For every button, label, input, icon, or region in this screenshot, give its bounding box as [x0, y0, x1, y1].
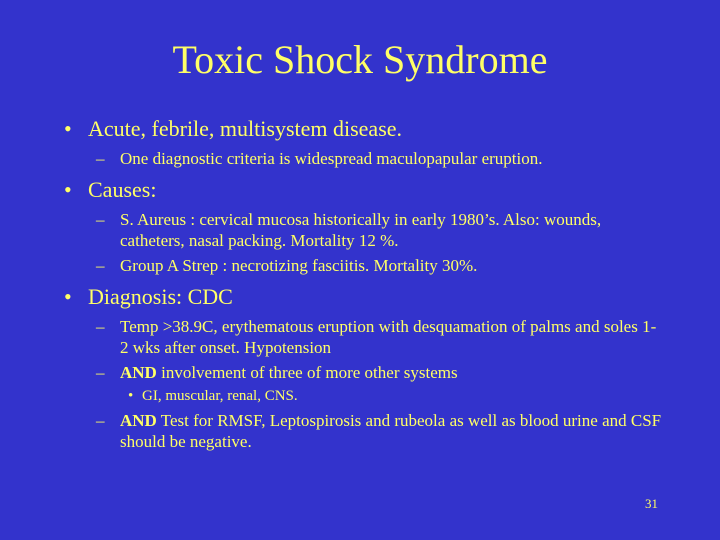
sub-bullet-diagnostic-criteria	[64, 148, 664, 169]
dash-icon: –	[96, 256, 105, 275]
slide-title: Toxic Shock Syndrome	[172, 37, 548, 82]
bullet-causes	[64, 177, 664, 203]
dash-icon: –	[96, 411, 105, 430]
sub-bullet-text: involvement of three of more other systems	[156, 363, 458, 382]
bullet-dot-icon: •	[128, 388, 134, 404]
sub-bullet-text: One diagnostic criteria is widespread maculopapular eruption.	[120, 149, 543, 168]
sub-bullet-temp	[64, 316, 664, 358]
bullet-dot-icon: •	[64, 284, 72, 309]
page-number: 31	[645, 496, 658, 511]
sub-bullet-s-aureus	[64, 209, 664, 251]
dash-icon: –	[96, 149, 105, 168]
sub-bullet-group-a-strep	[64, 255, 664, 276]
bullet-acute-febrile	[64, 116, 664, 142]
slide-content	[64, 116, 664, 456]
bullet-text: Diagnosis: CDC	[88, 284, 233, 309]
bullet-dot-icon: •	[64, 177, 72, 202]
sub-bullet-text: Temp >38.9C, erythematous eruption with desquamation of palms and soles 1-2 wks after onset. Hypotension	[120, 317, 657, 357]
bullet-dot-icon: •	[64, 116, 72, 141]
sub-bullet-text: Group A Strep : necrotizing fasciitis. Mortality 30%.	[120, 256, 478, 275]
and-emphasis: AND	[120, 411, 157, 430]
sub-bullet-text: S. Aureus : cervical mucosa historically in early 1980’s. Also: wounds, catheters, nasal packing. Mortality 12 %.	[120, 210, 602, 250]
sub-bullet-tests	[64, 410, 664, 452]
sub-bullet-text: Test for RMSF, Leptospirosis and rubeola as well as blood urine and CSF should be negative.	[120, 411, 662, 451]
sub-sub-bullet-systems	[64, 387, 664, 406]
bullet-text: Causes:	[88, 177, 157, 202]
bullet-diagnosis	[64, 284, 664, 310]
dash-icon: –	[96, 317, 105, 336]
dash-icon: –	[96, 363, 105, 382]
sub-bullet-involvement	[64, 362, 664, 383]
bullet-text: Acute, febrile, multisystem disease.	[88, 116, 403, 141]
and-emphasis: AND	[120, 363, 157, 382]
dash-icon: –	[96, 210, 105, 229]
sub-sub-bullet-text: GI, muscular, renal, CNS.	[142, 388, 298, 404]
